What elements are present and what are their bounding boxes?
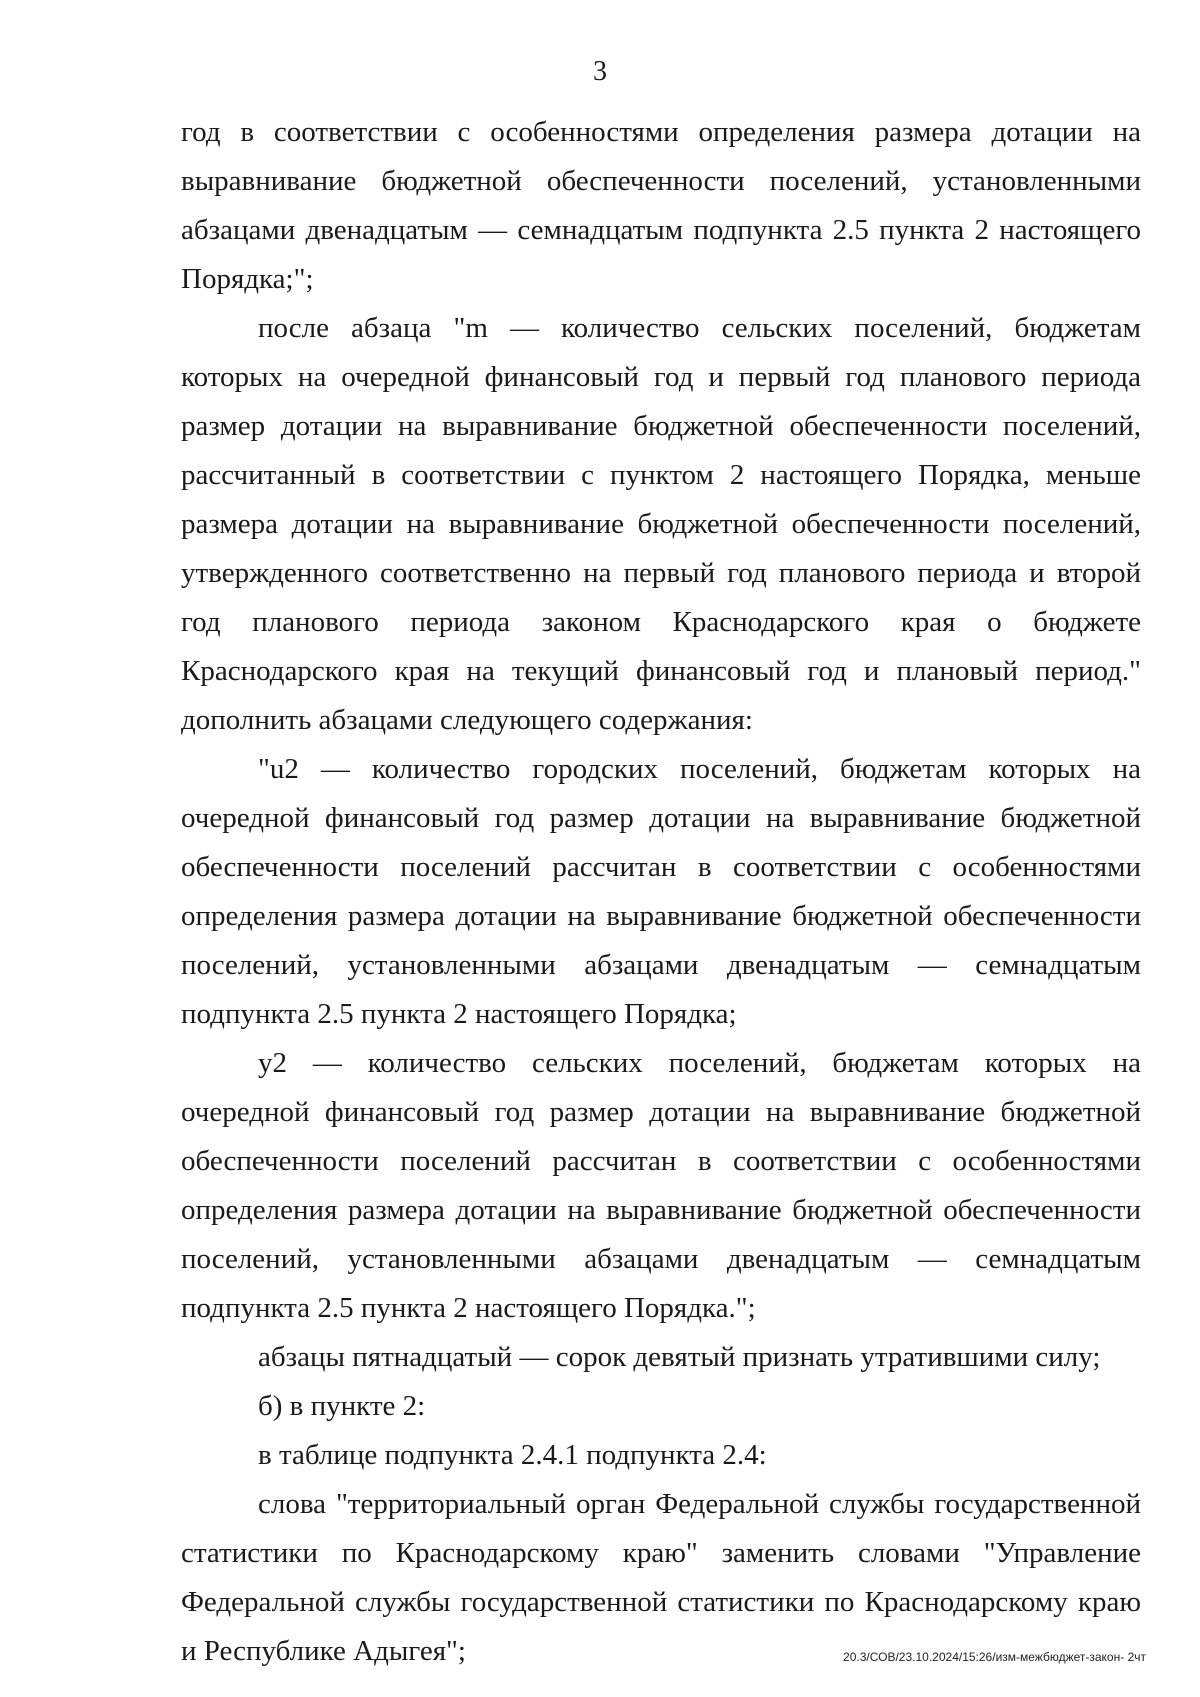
paragraph-abzacy-repealed: абзацы пятнадцатый — сорок девятый признать утратившими силу;	[258, 1341, 1101, 1373]
paragraph-item-b: б) в пункте 2:	[258, 1390, 426, 1422]
paragraph-y2-definition: y2 — количество сельских поселений, бюджетам которых на очередной финансовый год размер дотации на выравнивание бюджетной обеспеченности поселений рассчитан в соответствии с особенностями определения размера дотации на выравнивание бюджетной обеспеченности поселений, установленными абзацами двенадцатым — семнадцатым подпункта 2.5 пункта 2 настоящего Порядка.";	[181, 1047, 1141, 1324]
paragraph-after-abzac-m: после абзаца "m — количество сельских поселений, бюджетам которых на очередной финансовый год и первый год планового периода размер дотации на выравнивание бюджетной обеспеченности поселений, рассчитанный в соответствии с пунктом 2 настоящего Порядка, меньше размера дотации на выравнивание бюджетной обеспеченности поселений, утвержденного соответственно на первый год планового периода и второй год планового периода законом Краснодарского края о бюджете Краснодарского края на текущий финансовый год и плановый период." дополнить абзацами следующего содержания:	[181, 312, 1141, 736]
body-text	[181, 108, 1141, 1676]
paragraph-continuation: год в соответствии с особенностями определения размера дотации на выравнивание бюджетной обеспеченности поселений, установленными абзацами двенадцатым — семнадцатым подпункта 2.5 пункта 2 настоящего Порядка;";	[181, 116, 1141, 295]
paragraph-words-replace: слова "территориальный орган Федеральной службы государственной статистики по Краснодарскому краю" заменить словами "Управление Федеральной службы государственной статистики по Краснодарскому краю и Республике Адыгея";	[181, 1488, 1141, 1667]
paragraph-u2-definition: "u2 — количество городских поселений, бюджетам которых на очередной финансовый год размер дотации на выравнивание бюджетной обеспеченности поселений рассчитан в соответствии с особенностями определения размера дотации на выравнивание бюджетной обеспеченности поселений, установленными абзацами двенадцатым — семнадцатым подпункта 2.5 пункта 2 настоящего Порядка;	[181, 753, 1141, 1030]
paragraph-table-subitem: в таблице подпункта 2.4.1 подпункта 2.4:	[258, 1439, 767, 1471]
document-footer-code: 20.3/СОВ/23.10.2024/15:26/изм-межбюджет-закон- 2чт	[843, 1650, 1146, 1664]
page-number: 3	[593, 56, 607, 87]
